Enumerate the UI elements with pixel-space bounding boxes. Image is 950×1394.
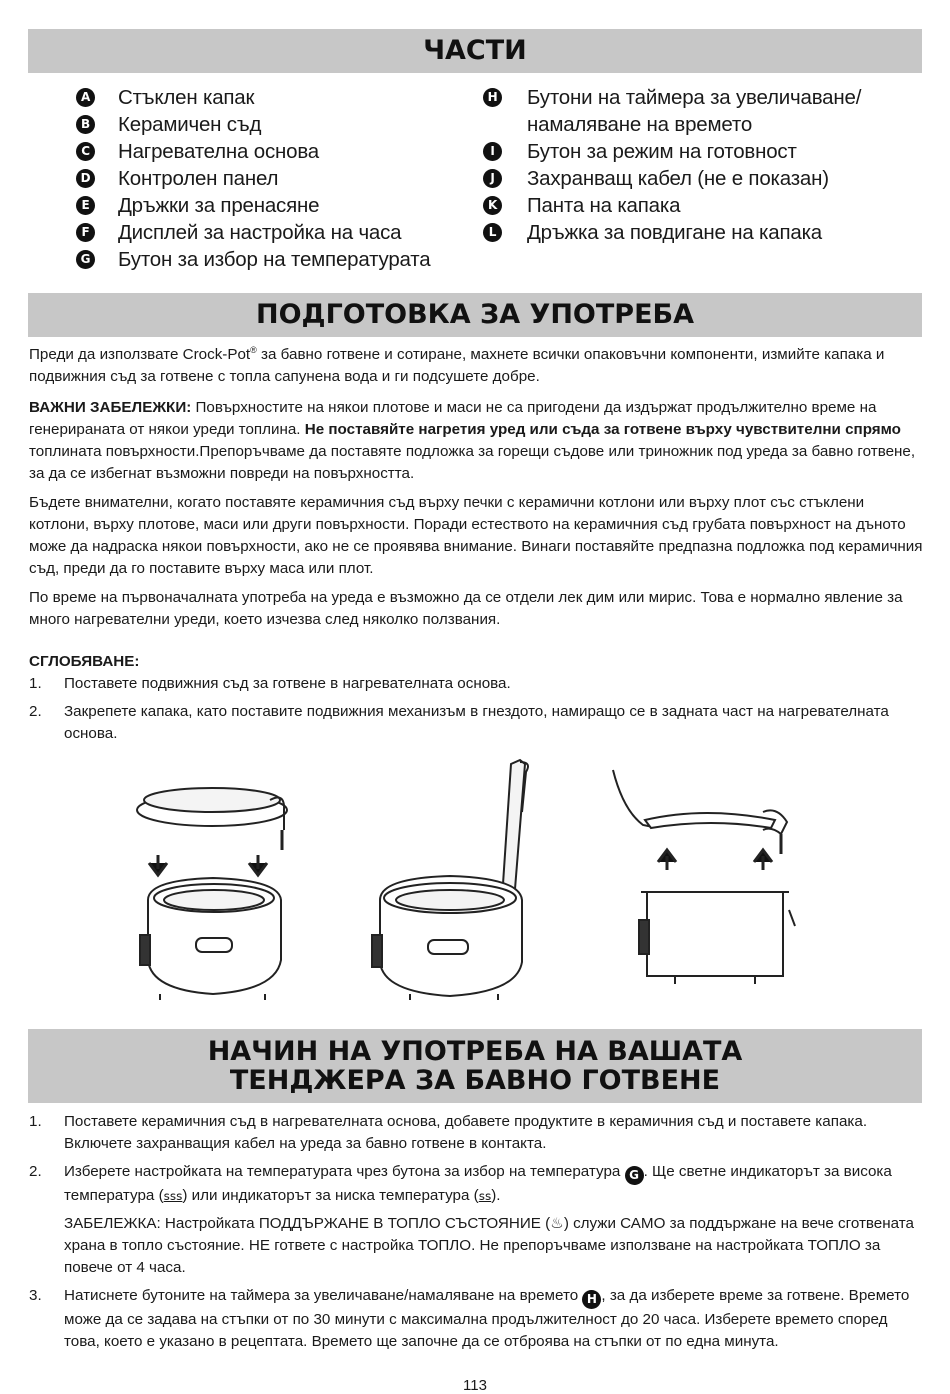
part-letter-badge: H bbox=[582, 1290, 601, 1309]
list-text: Закрепете капака, като поставите подвижния механизъм в гнездото, намиращо се в задната част на нагревателната основа. bbox=[64, 703, 889, 742]
part-label: Захранващ кабел (не е показан) bbox=[527, 167, 829, 190]
part-label: Дисплей за настройка на часа bbox=[118, 221, 402, 244]
part-label: Дръжки за пренасяне bbox=[118, 194, 320, 217]
list-number: 2. bbox=[29, 703, 42, 720]
text: за бавно готвене и сотиране, махнете всички опаковъчни компоненти, измийте капака и подвижния съд за готвене с топла сапунена вода и ги подсушете добре. bbox=[29, 346, 885, 385]
assembly-label: СГЛОБЯВАНЕ: bbox=[29, 653, 140, 670]
part-letter-badge: F bbox=[76, 223, 95, 242]
part-letter-badge: G bbox=[76, 250, 95, 269]
list-number: 1. bbox=[29, 675, 42, 692]
part-item bbox=[76, 192, 466, 219]
list-item bbox=[29, 1111, 923, 1155]
usage-steps bbox=[29, 1111, 923, 1353]
usage-title-line-2: ТЕНДЖЕРА ЗА БАВНО ГОТВЕНЕ bbox=[229, 1065, 721, 1096]
parts-list-left bbox=[76, 84, 466, 273]
list-number: 1. bbox=[29, 1113, 42, 1130]
text: По време на първоначалната употреба на уреда е възможно да се отдели лек дим или мирис. Това е нормално явление за много нагревателни уреди, което изчезва след няколко ползвания. bbox=[29, 589, 903, 628]
part-item bbox=[76, 246, 466, 273]
lid-hinge-illustration bbox=[372, 760, 528, 1000]
usage-note bbox=[29, 1213, 923, 1279]
part-label: Панта на капака bbox=[527, 194, 681, 217]
part-item bbox=[76, 138, 466, 165]
list-text: ) или индикаторът за ниска температура ( bbox=[182, 1187, 479, 1204]
part-label: Контролен панел bbox=[118, 167, 279, 190]
text: топлината повърхности.Препоръчваме да поставяте подложка за горещи съдове или триножник под уреда за бавно готвене, за да се избегнат възможни повреди на повърхността. bbox=[29, 443, 916, 482]
lid-placement-illustration bbox=[137, 788, 287, 1000]
text: Бъдете внимателни, когато поставяте керамичния съд върху печки с керамични котлони или върху плот със стъклени котлони, върху плотове, маси или други повърхности. Поради естеството на керамичния съд грубата повърхност на дъното може да надраска някои повърхности, ако не се проявява внимание. Винаги поставяйте предпазна подложка под керамичния съд, преди да го поставите върху маса или плот. bbox=[29, 494, 923, 577]
part-item bbox=[76, 111, 466, 138]
part-item bbox=[76, 165, 466, 192]
list-text: Поставете керамичния съд в нагревателната основа, добавете продуктите в керамичния съд и поставете капака. Включете захранващия кабел на уреда за бавно готвене в контакта. bbox=[64, 1113, 868, 1152]
parts-list-right bbox=[483, 84, 923, 246]
part-letter-badge: D bbox=[76, 169, 95, 188]
list-text: Изберете настройката на температурата чрез бутона за избор на температура bbox=[64, 1163, 625, 1180]
prep-important-notes bbox=[29, 397, 923, 485]
part-label: Бутон за режим на готовност bbox=[527, 140, 797, 163]
list-number: 3. bbox=[29, 1287, 42, 1304]
usage-heading bbox=[28, 1029, 922, 1103]
list-text: Поставете подвижния съд за готвене в нагревателната основа. bbox=[64, 675, 511, 692]
part-label: Стъклен капак bbox=[118, 86, 255, 109]
low-heat-icon: ꜱꜱ bbox=[478, 1189, 492, 1203]
prep-paragraph-1 bbox=[29, 344, 923, 388]
part-letter-badge: G bbox=[625, 1166, 644, 1185]
list-number: 2. bbox=[29, 1163, 42, 1180]
text: Повърхностите на някои плотове и маси не са пригодени да издържат продължително време на генерираната от някои уреди топлина. bbox=[29, 399, 877, 438]
part-label: Керамичен съд bbox=[118, 113, 262, 136]
part-letter-badge: K bbox=[483, 196, 502, 215]
part-item bbox=[483, 138, 923, 165]
part-letter-badge: H bbox=[483, 88, 502, 107]
list-text: ). bbox=[491, 1187, 501, 1204]
registered-mark: ® bbox=[250, 344, 257, 355]
prep-heading bbox=[28, 293, 922, 337]
page-number: 113 bbox=[463, 1377, 487, 1394]
list-text: , за да изберете време за готвене. Времето може да се задава на стъпки от по 30 минути с максимална продължителност до 20 часа. Изберете времето според това, което е указано в рецептата. Времето ще започне да се отброява на стъпки от по една минута. bbox=[64, 1287, 910, 1350]
important-label: ВАЖНИ ЗАБЕЛЕЖКИ: bbox=[29, 399, 192, 416]
part-label: Бутон за избор на температурата bbox=[118, 248, 431, 271]
assembly-heading bbox=[29, 651, 923, 673]
part-letter-badge: B bbox=[76, 115, 95, 134]
note-text: ) служи САМО за поддържане на вече сготвената храна в топло състояние. НЕ гответе с настройка ТОПЛО. Не препоръчваме използване на настройката ТОПЛО за повече от 4 часа. bbox=[64, 1215, 914, 1276]
list-item bbox=[29, 673, 923, 695]
list-item bbox=[29, 701, 923, 745]
parts-title: ЧАСТИ bbox=[423, 35, 527, 66]
assembly-illustrations bbox=[100, 750, 860, 1010]
part-item bbox=[483, 192, 923, 219]
lid-removal-illustration bbox=[613, 770, 795, 984]
part-item bbox=[483, 219, 923, 246]
list-text: . Ще светне индикаторът за висока температура ( bbox=[64, 1163, 892, 1204]
text: Преди да използвате Crock-Pot bbox=[29, 346, 251, 363]
part-item bbox=[76, 84, 466, 111]
part-letter-badge: E bbox=[76, 196, 95, 215]
warning-text: Не поставяйте нагретия уред или съда за готвене върху чувствителни спрямо bbox=[304, 421, 901, 438]
part-letter-badge: L bbox=[483, 223, 502, 242]
part-letter-badge: A bbox=[76, 88, 95, 107]
list-text: Натиснете бутоните на таймера за увеличаване/намаляване на времето bbox=[64, 1287, 583, 1304]
prep-paragraph-4 bbox=[29, 587, 923, 631]
part-letter-badge: I bbox=[483, 142, 502, 161]
part-label: Бутони на таймера за увеличаване/ намаляване на времето bbox=[527, 86, 862, 136]
keep-warm-icon: ♨ bbox=[550, 1215, 564, 1232]
prep-paragraph-3 bbox=[29, 492, 923, 580]
part-letter-badge: J bbox=[483, 169, 502, 188]
prep-title: ПОДГОТОВКА ЗА УПОТРЕБА bbox=[255, 299, 695, 330]
part-item bbox=[76, 219, 466, 246]
part-letter-badge: C bbox=[76, 142, 95, 161]
list-item bbox=[29, 1161, 923, 1207]
high-heat-icon: ꜱꜱꜱ bbox=[163, 1189, 183, 1203]
assembly-list bbox=[29, 673, 923, 745]
parts-heading bbox=[28, 29, 922, 73]
part-label: Нагревателна основа bbox=[118, 140, 319, 163]
note-text: ЗАБЕЛЕЖКА: Настройката ПОДДЪРЖАНЕ В ТОПЛО СЪСТОЯНИЕ ( bbox=[64, 1215, 551, 1232]
part-item bbox=[483, 165, 923, 192]
part-label: Дръжка за повдигане на капака bbox=[527, 221, 823, 244]
part-item bbox=[483, 84, 887, 138]
usage-title-line-1: НАЧИН НА УПОТРЕБА НА ВАШАТА bbox=[207, 1036, 743, 1067]
list-item bbox=[29, 1285, 923, 1353]
